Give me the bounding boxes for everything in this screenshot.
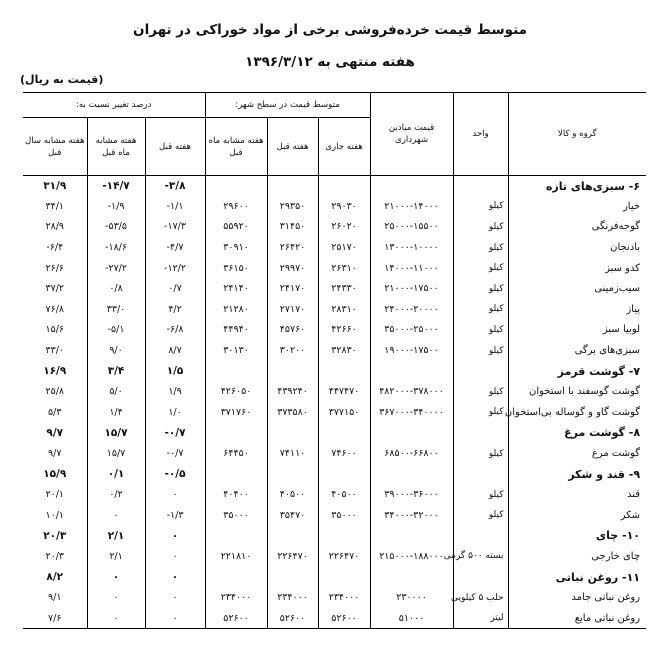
cell-chg-same-week-prev-month: ۵/۱- — [87, 320, 145, 341]
cell-field-price — [370, 567, 453, 588]
cell-chg-same-week-prev-year: ۲۸/۹ — [45, 221, 65, 233]
cell-field-price: ۲۱۰۰۰-۱۴۰۰۰ — [370, 196, 453, 217]
price-table — [23, 92, 646, 629]
cell-same-week-prev-month: ۲۹۶۰۰ — [205, 196, 267, 217]
cell-chg-same-week-prev-year: ۸/۲ — [46, 571, 64, 584]
cell-field-price — [370, 423, 453, 444]
cell-prev-week: ۵۲۶۰۰ — [267, 608, 318, 629]
cell-unit: حلب ۵ کیلویی — [453, 587, 508, 608]
cell-same-week-prev-month: ۳۶۱۵۰ — [205, 258, 267, 279]
cell-prev-week: ۲۴۱۷۰ — [267, 278, 318, 299]
cell-chg-same-week-prev-month: ۵/۰ — [87, 381, 145, 402]
cell-same-week-prev-month: ۵۲۶۰۰ — [205, 608, 267, 629]
cell-prev-week: ۲۹۳۵۰ — [267, 196, 318, 217]
cell-same-week-prev-month: ۳۰۱۳۰ — [205, 340, 267, 361]
category-row — [23, 423, 646, 444]
cell-prev-week: ۲۷۱۷۰ — [267, 299, 318, 320]
cell-current-week: ۷۴۶۰۰ — [318, 443, 370, 464]
cell-chg-same-week-prev-year: ۳۷/۲ — [45, 283, 65, 295]
cell-current-week — [318, 361, 370, 382]
cell-prev-week: ۲۹۹۷۰ — [267, 258, 318, 279]
table-row — [23, 484, 646, 505]
cell-chg-same-week-prev-month: ۲/۱ — [87, 526, 145, 547]
cell-chg-same-week-prev-month: ۲/۱ — [87, 546, 145, 567]
cell-chg-same-week-prev-year: ۲۰/۳ — [43, 529, 67, 542]
cell-chg-prev-week: ۶/۸- — [145, 320, 205, 341]
cell-unit: لیتر — [453, 608, 508, 629]
cell-name: گوشت گوسفند با استخوان — [508, 381, 646, 402]
table-row — [23, 278, 646, 299]
cell-same-week-prev-month: ۳۰۹۱۰ — [205, 237, 267, 258]
cell-chg-same-week-prev-month: ۱۵/۷ — [87, 443, 145, 464]
cell-prev-week — [267, 423, 318, 444]
cell-unit: کیلو — [453, 278, 508, 299]
cell-field-price: ۵۱۰۰۰ — [370, 608, 453, 629]
cell-name: لوبیا سبز — [508, 320, 646, 341]
cell-unit: کیلو — [453, 443, 508, 464]
cell-name: ۹- قند و شکر — [508, 464, 646, 485]
cell-same-week-prev-month — [205, 423, 267, 444]
cell-chg-same-week-prev-month: ۱۵/۷ — [87, 423, 145, 444]
cell-chg-same-week-prev-month: ۰/۸ — [87, 278, 145, 299]
header-unit: واحد — [453, 93, 508, 176]
cell-prev-week: ۳۷۳۵۸۰ — [267, 402, 318, 423]
cell-current-week: ۲۳۴۰۰۰ — [318, 587, 370, 608]
category-row — [23, 567, 646, 588]
cell-current-week: ۴۴۷۴۷۰ — [318, 381, 370, 402]
header-chg-same-week-prev-month: هفته مشابه ماه قبل — [87, 118, 145, 176]
category-row — [23, 176, 646, 197]
cell-current-week: ۲۸۳۱۰ — [318, 299, 370, 320]
cell-chg-same-week-prev-month: ۳۳/۰ — [87, 299, 145, 320]
table-body — [23, 176, 646, 629]
cell-unit: کیلو — [453, 258, 508, 279]
cell-chg-same-week-prev-year: ۱۶/۹ — [43, 365, 67, 378]
cell-same-week-prev-month: ۲۴۱۴۰ — [205, 278, 267, 299]
cell-name: ۱۱- روغن نباتی — [508, 567, 646, 588]
cell-chg-same-week-prev-year: ۹/۷ — [46, 426, 64, 439]
cell-current-week: ۳۲۸۳۰ — [318, 340, 370, 361]
cell-chg-same-week-prev-year: ۵/۳ — [48, 406, 62, 418]
cell-current-week — [318, 423, 370, 444]
cell-same-week-prev-month: ۳۵۰۰۰ — [205, 505, 267, 526]
cell-name: گوجه‌فرنگی — [508, 217, 646, 238]
table-row — [23, 608, 646, 629]
cell-current-week: ۳۷۷۱۵۰ — [318, 402, 370, 423]
cell-field-price: ۱۳۰۰۰-۱۰۰۰۰ — [370, 237, 453, 258]
cell-chg-same-week-prev-month: ۱۴/۷- — [87, 176, 145, 197]
cell-field-price: ۲۱۵۰۰۰-۱۸۸۰۰۰ — [370, 546, 453, 567]
cell-unit: کیلو — [453, 196, 508, 217]
table-row — [23, 402, 646, 423]
cell-unit: کیلو — [453, 505, 508, 526]
cell-chg-prev-week: ۰ — [145, 587, 205, 608]
cell-prev-week: ۴۳۹۲۴۰ — [267, 381, 318, 402]
category-row — [23, 464, 646, 485]
table-row — [23, 320, 646, 341]
cell-current-week — [318, 526, 370, 547]
cell-field-price: ۲۱۰۰۰-۱۷۵۰۰ — [370, 278, 453, 299]
cell-chg-same-week-prev-year: ۱۵/۶ — [45, 324, 65, 336]
cell-current-week — [318, 464, 370, 485]
cell-chg-same-week-prev-year: ۲۰/۳ — [45, 550, 65, 562]
cell-prev-week: ۲۶۴۲۰ — [267, 237, 318, 258]
table-row — [23, 299, 646, 320]
cell-name: ۷- گوشت قرمز — [508, 361, 646, 382]
cell-same-week-prev-month — [205, 361, 267, 382]
table-row — [23, 196, 646, 217]
cell-chg-prev-week: ۰/۷- — [145, 443, 205, 464]
cell-same-week-prev-month: ۵۵۹۲۰ — [205, 217, 267, 238]
table-row — [23, 546, 646, 567]
cell-current-week: ۵۲۶۰۰ — [318, 608, 370, 629]
cell-field-price — [370, 361, 453, 382]
cell-same-week-prev-month: ۴۲۶۰۵۰ — [205, 381, 267, 402]
cell-chg-same-week-prev-month: ۳/۴ — [87, 361, 145, 382]
table-row — [23, 587, 646, 608]
cell-prev-week: ۳۰۲۰۰ — [267, 340, 318, 361]
cell-current-week: ۲۵۱۷۰ — [318, 237, 370, 258]
cell-field-price — [370, 464, 453, 485]
cell-chg-prev-week: ۱۲/۲- — [145, 258, 205, 279]
cell-chg-prev-week: ۱/۰ — [145, 402, 205, 423]
cell-field-price: ۱۹۰۰۰-۱۷۵۰۰ — [370, 340, 453, 361]
cell-unit: کیلو — [453, 320, 508, 341]
cell-unit — [453, 567, 508, 588]
cell-same-week-prev-month — [205, 176, 267, 197]
cell-name: روغن نباتی مایع — [508, 608, 646, 629]
cell-chg-same-week-prev-month: ۱/۴ — [87, 402, 145, 423]
header-avg-price: متوسط قیمت در سطح شهر: — [205, 93, 370, 118]
header-current-week: هفته جاری — [318, 118, 370, 176]
cell-name: چای خارجی — [508, 546, 646, 567]
cell-name: سیب‌زمینی — [508, 278, 646, 299]
cell-current-week: ۳۵۰۰۰ — [318, 505, 370, 526]
cell-prev-week — [267, 176, 318, 197]
cell-same-week-prev-month: ۲۲۱۸۱۰ — [205, 546, 267, 567]
cell-unit — [453, 423, 508, 444]
cell-name: شکر — [508, 505, 646, 526]
cell-unit: کیلو — [453, 217, 508, 238]
cell-unit — [453, 361, 508, 382]
cell-name: گوشت مرغ — [508, 443, 646, 464]
cell-prev-week: ۲۳۴۰۰۰ — [267, 587, 318, 608]
cell-chg-same-week-prev-year: ۱۰/۱ — [45, 509, 65, 521]
cell-chg-same-week-prev-year: ۳۱/۹ — [43, 180, 67, 193]
header-group: گروه و کالا — [508, 93, 646, 176]
cell-field-price: ۳۵۰۰۰-۲۵۰۰۰ — [370, 320, 453, 341]
cell-unit: کیلو — [453, 484, 508, 505]
header-same-week-prev-month: هفته مشابه ماه قبل — [205, 118, 267, 176]
cell-chg-prev-week: ۰ — [145, 526, 205, 547]
cell-chg-prev-week: ۰/۷- — [145, 423, 205, 444]
cell-same-week-prev-month: ۶۴۴۵۰ — [205, 443, 267, 464]
header-chg-prev-week: هفته قبل — [145, 118, 205, 176]
cell-prev-week: ۷۴۱۱۰ — [267, 443, 318, 464]
cell-current-week — [318, 567, 370, 588]
cell-prev-week: ۴۵۷۶۰ — [267, 320, 318, 341]
cell-prev-week — [267, 526, 318, 547]
cell-name: بادنجان — [508, 237, 646, 258]
table-row — [23, 443, 646, 464]
cell-chg-same-week-prev-month: ۱۸/۶- — [87, 237, 145, 258]
cell-field-price: ۱۴۰۰۰-۱۱۰۰۰ — [370, 258, 453, 279]
cell-name: پیاز — [508, 299, 646, 320]
cell-chg-same-week-prev-year: ۷۶/۸ — [45, 303, 65, 315]
cell-current-week: ۲۶۰۲۰ — [318, 217, 370, 238]
header-pct-change: درصد تغییر نسبت به: — [23, 93, 205, 118]
cell-field-price: ۳۴۰۰۰-۳۲۰۰۰ — [370, 505, 453, 526]
cell-field-price — [370, 176, 453, 197]
cell-field-price: ۲۳۰۰۰۰ — [370, 587, 453, 608]
cell-field-price: ۳۹۰۰۰-۳۶۰۰۰ — [370, 484, 453, 505]
cell-same-week-prev-month: ۳۷۱۷۶۰ — [205, 402, 267, 423]
cell-same-week-prev-month: ۲۱۲۸۰ — [205, 299, 267, 320]
cell-prev-week — [267, 361, 318, 382]
cell-name: ۶- سبزی‌های تازه — [508, 176, 646, 197]
cell-chg-prev-week: ۱/۵ — [145, 361, 205, 382]
cell-chg-same-week-prev-month: ۰/۱ — [87, 464, 145, 485]
page-subtitle: هفته منتهی به ۱۳۹۶/۳/۱۲ — [245, 54, 415, 70]
cell-chg-same-week-prev-year: ۲۵/۸ — [45, 386, 65, 398]
cell-name: سبزی‌های برگی — [508, 340, 646, 361]
cell-chg-same-week-prev-month: ۹/۰ — [87, 340, 145, 361]
cell-prev-week — [267, 567, 318, 588]
cell-prev-week: ۴۰۵۰۰ — [267, 484, 318, 505]
category-row — [23, 361, 646, 382]
cell-chg-same-week-prev-year: ۹/۱ — [48, 592, 62, 604]
cell-chg-same-week-prev-month: ۰ — [87, 505, 145, 526]
cell-unit: بسته ۵۰۰ گرمی — [453, 546, 508, 567]
cell-same-week-prev-month: ۴۴۹۴۰ — [205, 320, 267, 341]
cell-chg-prev-week: ۴/۷- — [145, 237, 205, 258]
table-row — [23, 237, 646, 258]
cell-same-week-prev-month — [205, 526, 267, 547]
cell-prev-week: ۲۲۶۴۷۰ — [267, 546, 318, 567]
cell-chg-prev-week: ۱/۱- — [145, 196, 205, 217]
cell-prev-week — [267, 464, 318, 485]
cell-chg-same-week-prev-month: ۰ — [87, 608, 145, 629]
header-prev-week: هفته قبل — [267, 118, 318, 176]
cell-chg-same-week-prev-year: ۳۴/۱ — [45, 200, 65, 212]
cell-chg-same-week-prev-year: ۲۶/۶ — [45, 262, 65, 274]
cell-chg-prev-week: ۰ — [145, 608, 205, 629]
cell-chg-same-week-prev-month: ۲۷/۲- — [87, 258, 145, 279]
table-row — [23, 258, 646, 279]
cell-unit: کیلو — [453, 381, 508, 402]
cell-chg-same-week-prev-year: ۲۰/۱ — [45, 489, 65, 501]
cell-chg-same-week-prev-month: ۰ — [87, 567, 145, 588]
cell-field-price: ۴۸۲۰۰۰-۳۷۸۰۰۰ — [370, 381, 453, 402]
cell-chg-prev-week: ۱/۹ — [145, 381, 205, 402]
unit-note: (قیمت به ریال) — [20, 73, 104, 86]
cell-field-price — [370, 526, 453, 547]
cell-chg-same-week-prev-month: ۱/۹- — [87, 196, 145, 217]
cell-name: ۱۰- چای — [508, 526, 646, 547]
header-chg-same-week-prev-year: هفته مشابه سال قبل — [23, 118, 87, 176]
cell-same-week-prev-month — [205, 464, 267, 485]
cell-field-price: ۶۸۵۰۰-۶۶۸۰۰ — [370, 443, 453, 464]
category-row — [23, 526, 646, 547]
cell-chg-same-week-prev-year: ۱۵/۹ — [43, 468, 67, 481]
cell-same-week-prev-month: ۴۰۴۰۰ — [205, 484, 267, 505]
cell-unit: کیلو — [453, 237, 508, 258]
cell-chg-same-week-prev-month: ۰/۲ — [87, 484, 145, 505]
cell-chg-prev-week: ۰ — [145, 567, 205, 588]
cell-chg-prev-week: ۰/۷ — [145, 278, 205, 299]
cell-unit — [453, 464, 508, 485]
cell-prev-week: ۳۱۴۵۰ — [267, 217, 318, 238]
cell-name: روغن نباتی جامد — [508, 587, 646, 608]
cell-current-week: ۲۲۶۴۷۰ — [318, 546, 370, 567]
cell-chg-same-week-prev-year: ۹/۷ — [48, 448, 62, 460]
cell-name: کدو سبز — [508, 258, 646, 279]
cell-unit: کیلو — [453, 402, 508, 423]
cell-unit: کیلو — [453, 299, 508, 320]
cell-chg-same-week-prev-year: ۶/۴- — [46, 242, 64, 254]
cell-chg-prev-week: ۱/۳- — [145, 505, 205, 526]
cell-field-price: ۳۶۷۰۰۰-۳۴۰۰۰۰ — [370, 402, 453, 423]
cell-same-week-prev-month: ۲۳۴۰۰۰ — [205, 587, 267, 608]
cell-current-week: ۲۴۳۳۰ — [318, 278, 370, 299]
cell-name: خیار — [508, 196, 646, 217]
cell-name: قند — [508, 484, 646, 505]
cell-unit: کیلو — [453, 340, 508, 361]
table-row — [23, 505, 646, 526]
cell-chg-same-week-prev-month: ۰ — [87, 587, 145, 608]
cell-unit — [453, 176, 508, 197]
cell-chg-same-week-prev-month: ۵۳/۵- — [87, 217, 145, 238]
cell-chg-prev-week: ۱۷/۳- — [145, 217, 205, 238]
table-row — [23, 381, 646, 402]
table-row — [23, 217, 646, 238]
cell-current-week: ۴۰۵۰۰ — [318, 484, 370, 505]
cell-field-price: ۲۴۰۰۰-۲۰۰۰۰ — [370, 299, 453, 320]
cell-chg-prev-week: ۰ — [145, 546, 205, 567]
cell-same-week-prev-month — [205, 567, 267, 588]
cell-current-week — [318, 176, 370, 197]
table-row — [23, 340, 646, 361]
cell-prev-week: ۳۵۴۷۰ — [267, 505, 318, 526]
cell-name: گوشت گاو و گوساله بی‌استخوان — [508, 402, 646, 423]
header-field-price: قیمت میادین شهرداری — [370, 93, 453, 176]
cell-chg-prev-week: ۳/۸- — [145, 176, 205, 197]
cell-name: ۸- گوشت مرغ — [508, 423, 646, 444]
cell-field-price: ۲۵۰۰۰-۱۵۵۰۰ — [370, 217, 453, 238]
cell-chg-prev-week: ۰ — [145, 484, 205, 505]
cell-chg-same-week-prev-year: ۷/۶ — [23, 608, 87, 629]
cell-current-week: ۲۶۳۱۰ — [318, 258, 370, 279]
cell-current-week: ۴۲۶۶۰ — [318, 320, 370, 341]
cell-current-week: ۲۹۰۳۰ — [318, 196, 370, 217]
page-title: متوسط قیمت خرده‌فروشی برخی از مواد خوراکی در تهران — [133, 22, 527, 38]
cell-chg-prev-week: ۴/۲ — [145, 299, 205, 320]
cell-chg-prev-week: ۰/۵- — [145, 464, 205, 485]
cell-chg-same-week-prev-year: ۳۳/۰ — [45, 345, 65, 357]
cell-unit — [453, 526, 508, 547]
cell-chg-prev-week: ۸/۷ — [145, 340, 205, 361]
